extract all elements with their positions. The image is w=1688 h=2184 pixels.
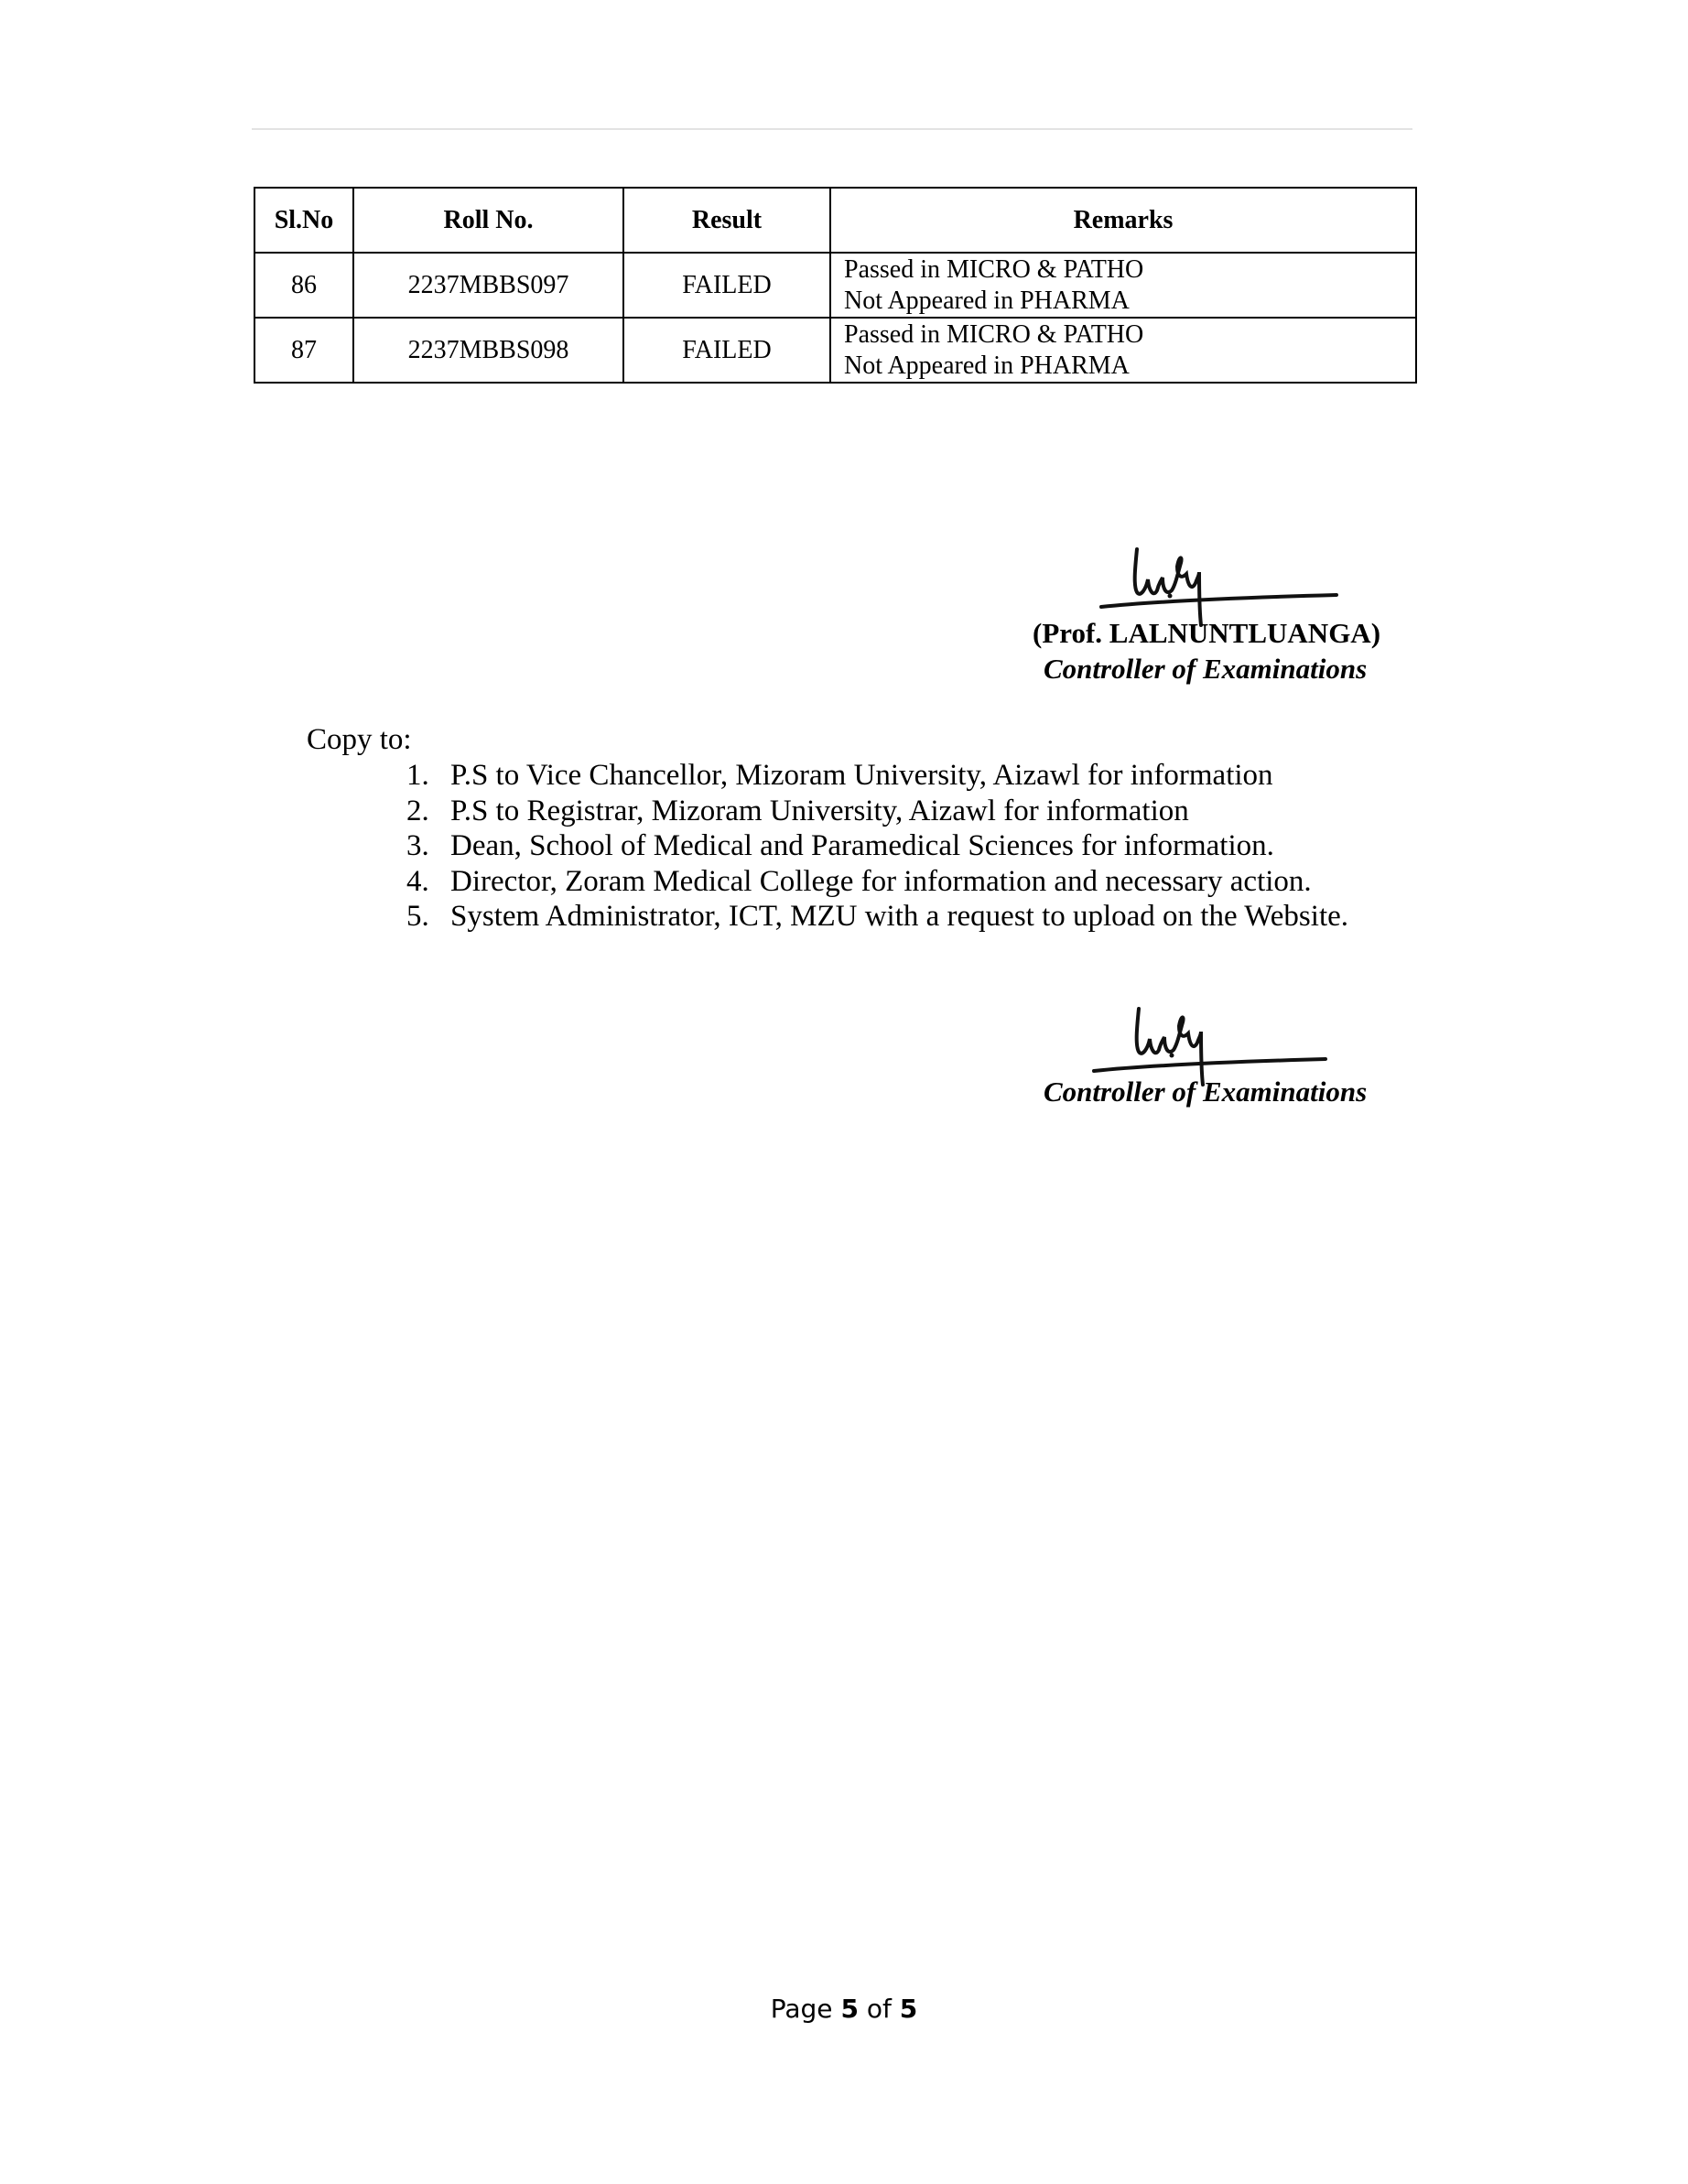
cell-sl-no: 86	[254, 253, 353, 318]
page-number	[0, 1994, 1688, 2024]
cell-sl-no: 87	[254, 318, 353, 383]
list-item	[406, 758, 1408, 794]
signature-image	[1098, 535, 1346, 627]
header-result: Result	[623, 188, 830, 253]
remarks-line: Passed in MICRO & PATHO	[844, 319, 1144, 349]
table-row	[254, 318, 1416, 383]
cell-remarks	[830, 318, 1416, 383]
cell-roll-no: 2237MBBS098	[353, 318, 623, 383]
page-prefix: Page	[770, 1994, 833, 2024]
header-remarks: Remarks	[830, 188, 1416, 253]
table-header-row	[254, 188, 1416, 253]
signatory-name: (Prof. LALNUNTLUANGA)	[1033, 617, 1381, 649]
list-number: 2.	[406, 794, 429, 827]
cell-remarks	[830, 253, 1416, 318]
list-text: P.S to Registrar, Mizoram University, Aizawl for information	[450, 794, 1189, 827]
copy-to-label: Copy to:	[307, 723, 412, 756]
list-text: Director, Zoram Medical College for information and necessary action.	[450, 864, 1312, 898]
list-item	[406, 828, 1408, 864]
signatory-designation: Controller of Examinations	[1044, 1076, 1368, 1108]
list-text: P.S to Vice Chancellor, Mizoram University, Aizawl for information	[450, 759, 1273, 792]
list-item	[406, 794, 1408, 829]
copy-to-list	[406, 758, 1408, 935]
list-text: Dean, School of Medical and Paramedical Sciences for information.	[450, 829, 1274, 862]
cell-result: FAILED	[623, 318, 830, 383]
results-table	[254, 187, 1417, 384]
list-number: 1.	[406, 759, 429, 792]
total-pages: 5	[899, 1994, 918, 2024]
list-text: System Administrator, ICT, MZU with a request to upload on the Website.	[450, 900, 1349, 933]
of-label: of	[866, 1994, 892, 2024]
cell-result: FAILED	[623, 253, 830, 318]
table-row	[254, 253, 1416, 318]
remarks-line: Not Appeared in PHARMA	[844, 286, 1130, 315]
signatory-designation: Controller of Examinations	[1044, 653, 1368, 685]
header-sl-no: Sl.No	[254, 188, 353, 253]
cell-roll-no: 2237MBBS097	[353, 253, 623, 318]
header-rule	[252, 128, 1412, 130]
list-number: 5.	[406, 900, 429, 933]
remarks-line: Not Appeared in PHARMA	[844, 351, 1130, 380]
list-item	[406, 899, 1408, 935]
list-number: 3.	[406, 829, 429, 862]
header-roll-no: Roll No.	[353, 188, 623, 253]
current-page: 5	[840, 1994, 859, 2024]
list-item	[406, 864, 1408, 900]
remarks-line: Passed in MICRO & PATHO	[844, 254, 1144, 284]
list-number: 4.	[406, 864, 429, 898]
